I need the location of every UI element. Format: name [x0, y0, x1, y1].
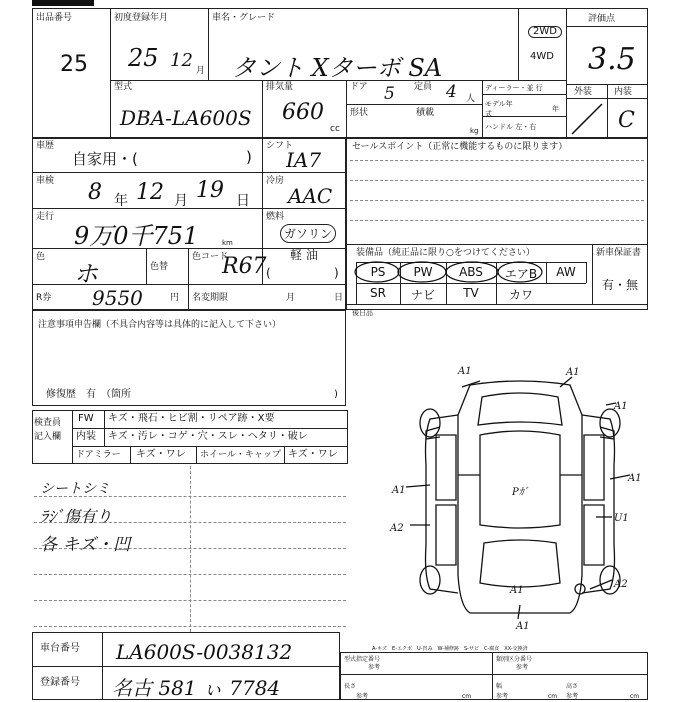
capacity-unit: 人 — [466, 94, 476, 104]
shaken-month-unit: 月 — [174, 193, 188, 209]
cc-value: 660 — [282, 100, 324, 125]
capacity-value: 4 — [446, 82, 457, 102]
usage-label: 車歴 — [36, 141, 55, 151]
lot-no-label: 出品番号 — [36, 13, 73, 23]
day-unit: 日 — [236, 193, 250, 209]
load-label: 積載 — [416, 108, 435, 118]
mark-right-door: A1 — [628, 473, 642, 484]
mark-right-mirror: A1 — [614, 401, 628, 412]
first-reg-month: 12 — [170, 50, 193, 71]
interior-grade: C — [618, 108, 635, 133]
grade-label: 評価点 — [588, 14, 616, 24]
model-name: タント Xターボ SA — [232, 54, 443, 82]
height-ref: 参考 — [566, 693, 579, 700]
mileage-value: 9万0千751 — [74, 222, 199, 250]
reg-deadline-label: 名変期限 — [192, 293, 229, 303]
repair-label: 修復歴 有 （箇所 — [46, 389, 131, 400]
fuel-label: 燃料 — [266, 212, 285, 222]
recycle-value: 9550 — [92, 286, 143, 310]
color-change-label: 色替 — [150, 262, 169, 272]
exterior-label: 外装 — [574, 87, 593, 97]
color-code-paren-close: ) — [334, 266, 339, 280]
inspector-row1: キズ・飛石・ヒビ割・リペア跡・X要 — [108, 413, 275, 424]
cc-label: 排気量 — [266, 82, 294, 92]
interior-label: 内装 — [614, 87, 633, 97]
sales-point-label: セールスポイント（正常に機能するものに限ります） — [352, 142, 568, 152]
color-value: ホ — [74, 260, 98, 288]
reg-day-unit: 日 — [334, 293, 344, 303]
type-label: 型式 — [114, 82, 133, 92]
fuel-value: ガソリン — [280, 224, 336, 243]
damage-legend: A-キズ E-エクボ U-凹み W-補修跡 S-サビ C-腐食 XX-交換済 — [372, 646, 528, 652]
type-cert-label: 型式指定番号 — [344, 656, 381, 663]
lot-no: 25 — [60, 52, 88, 77]
type-cert-ref: 参考 — [368, 664, 381, 671]
mark-left-rear-door: A2 — [390, 523, 404, 534]
inspector-row2: キズ・汚レ・コゲ・穴・スレ・ヘタリ・破レ — [108, 431, 308, 442]
type-value: DBA-LA600S — [120, 106, 252, 130]
exterior-slash — [568, 100, 606, 136]
repair-close: ) — [334, 389, 338, 400]
rear-label: 後日品 — [352, 309, 373, 317]
doors-value: 5 — [384, 84, 395, 104]
equipment-label: 装備品（純正品に限り○をつけてください） — [356, 248, 535, 258]
reg-month-unit: 月 — [286, 293, 296, 303]
notes-label: 注意事項申告欄（不具合内容等は具体的に記入して下さい） — [38, 320, 282, 330]
inspector-row1-head: FW — [78, 413, 94, 424]
inspector-row3-c: ホイール・キャップ — [200, 450, 281, 460]
model-year-unit: 年 — [552, 105, 559, 113]
plate-label: 登録番号 — [40, 677, 80, 688]
inspector-row3-b: キズ・ワレ — [136, 449, 186, 460]
color-code-value: R67 — [222, 254, 267, 279]
inspector-row3-d: キズ・ワレ — [288, 449, 338, 460]
recycle-label: R券 — [36, 293, 52, 303]
note-line-3: 各 キズ・凹 — [40, 535, 131, 555]
inspector-label-1: 検査員 — [34, 418, 62, 428]
month-unit: 月 — [196, 66, 206, 76]
model-year-label: モデル年式 — [485, 100, 513, 118]
height-label: 高さ — [566, 683, 579, 690]
equipment-ps: PS — [370, 265, 386, 279]
grade-value: 3.5 — [588, 42, 636, 77]
mark-front-left: A1 — [458, 366, 472, 377]
width-cm: cm — [548, 693, 558, 700]
mileage-unit: km — [222, 239, 233, 247]
shift-value: IA7 — [286, 148, 322, 172]
chassis-label: 車台番号 — [40, 643, 80, 654]
usage-value: 自家用・( — [72, 150, 138, 168]
shaken-label: 車検 — [36, 176, 55, 186]
equipment-tv: TV — [463, 286, 479, 300]
mark-rear-bumper: A1 — [510, 585, 524, 596]
ac-label: 冷房 — [266, 176, 285, 186]
inspector-row3-a: ドアミラー — [76, 450, 121, 460]
capacity-label: 定員 — [414, 82, 433, 92]
first-reg-year: 25 — [128, 44, 159, 72]
shape-label: 形状 — [350, 108, 369, 118]
top-tab — [32, 0, 94, 6]
equipment-sr: SR — [370, 286, 386, 300]
plate-value: 名古 581 ぃ 7784 — [112, 676, 281, 700]
color-label: 色 — [36, 252, 46, 262]
fuel-alt: 軽 油 — [290, 248, 318, 262]
mark-right-rear-door: U1 — [614, 513, 629, 524]
class-label: 類別区分番号 — [496, 656, 533, 663]
dealer-label: ディーラー・並 行 — [485, 84, 543, 92]
mark-roof: Pｶﾞ — [512, 487, 529, 498]
mark-rear-lower: A1 — [516, 621, 530, 632]
handle-label: ハンドル 左・右 — [485, 123, 537, 131]
year-unit: 年 — [114, 193, 128, 209]
ac-value: AAC — [288, 184, 333, 208]
length-ref: 参考 — [356, 693, 369, 700]
equipment-leather: カワ — [508, 288, 533, 302]
inspector-row2-head: 内装 — [76, 431, 96, 442]
drive-2wd: 2WD — [528, 26, 562, 38]
recycle-unit: 円 — [170, 293, 180, 303]
first-reg-label: 初度登録年月 — [114, 13, 169, 23]
length-label: 長さ — [344, 683, 357, 690]
shaken-day: 19 — [196, 178, 224, 203]
equipment-navi: ナビ — [410, 288, 435, 302]
color-code-label: 色コード — [192, 252, 229, 262]
equipment-airbag: エアB — [504, 267, 538, 281]
mark-left-door: A1 — [392, 485, 406, 496]
shift-label: シフト — [266, 141, 294, 151]
equipment-pw: PW — [413, 265, 433, 279]
shaken-month: 12 — [136, 180, 164, 205]
equipment-abs: ABS — [459, 265, 483, 279]
car-damage-diagram — [390, 366, 642, 632]
chassis-value: LA600S-0038132 — [116, 640, 293, 664]
inspector-label-2: 記入欄 — [34, 432, 62, 442]
equipment-circles — [350, 258, 590, 288]
warranty-value: 有・無 — [602, 278, 639, 292]
width-label: 幅 — [496, 683, 503, 690]
cc-unit: cc — [330, 124, 340, 134]
load-unit: kg — [470, 127, 479, 135]
mileage-label: 走行 — [36, 212, 55, 222]
mark-front-right: A1 — [566, 367, 580, 378]
class-ref: 参考 — [516, 664, 529, 671]
warranty-label: 新車保証書 — [596, 248, 642, 258]
color-code-paren: ( — [266, 266, 271, 280]
shaken-year: 8 — [88, 180, 102, 205]
width-ref: 参考 — [496, 693, 509, 700]
height-cm: cm — [630, 693, 640, 700]
mark-right-rear: A2 — [614, 579, 628, 590]
usage-close: ) — [246, 148, 252, 166]
drive-4wd: 4WD — [530, 51, 554, 62]
model-name-label: 車名・グレード — [212, 13, 276, 23]
doors-label: ドア — [350, 82, 368, 92]
note-line-1: シートシミ — [40, 481, 110, 497]
note-line-2: ﾗｼﾞ傷有り — [40, 507, 113, 526]
length-cm: cm — [462, 693, 472, 700]
equipment-aw: AW — [556, 265, 576, 279]
